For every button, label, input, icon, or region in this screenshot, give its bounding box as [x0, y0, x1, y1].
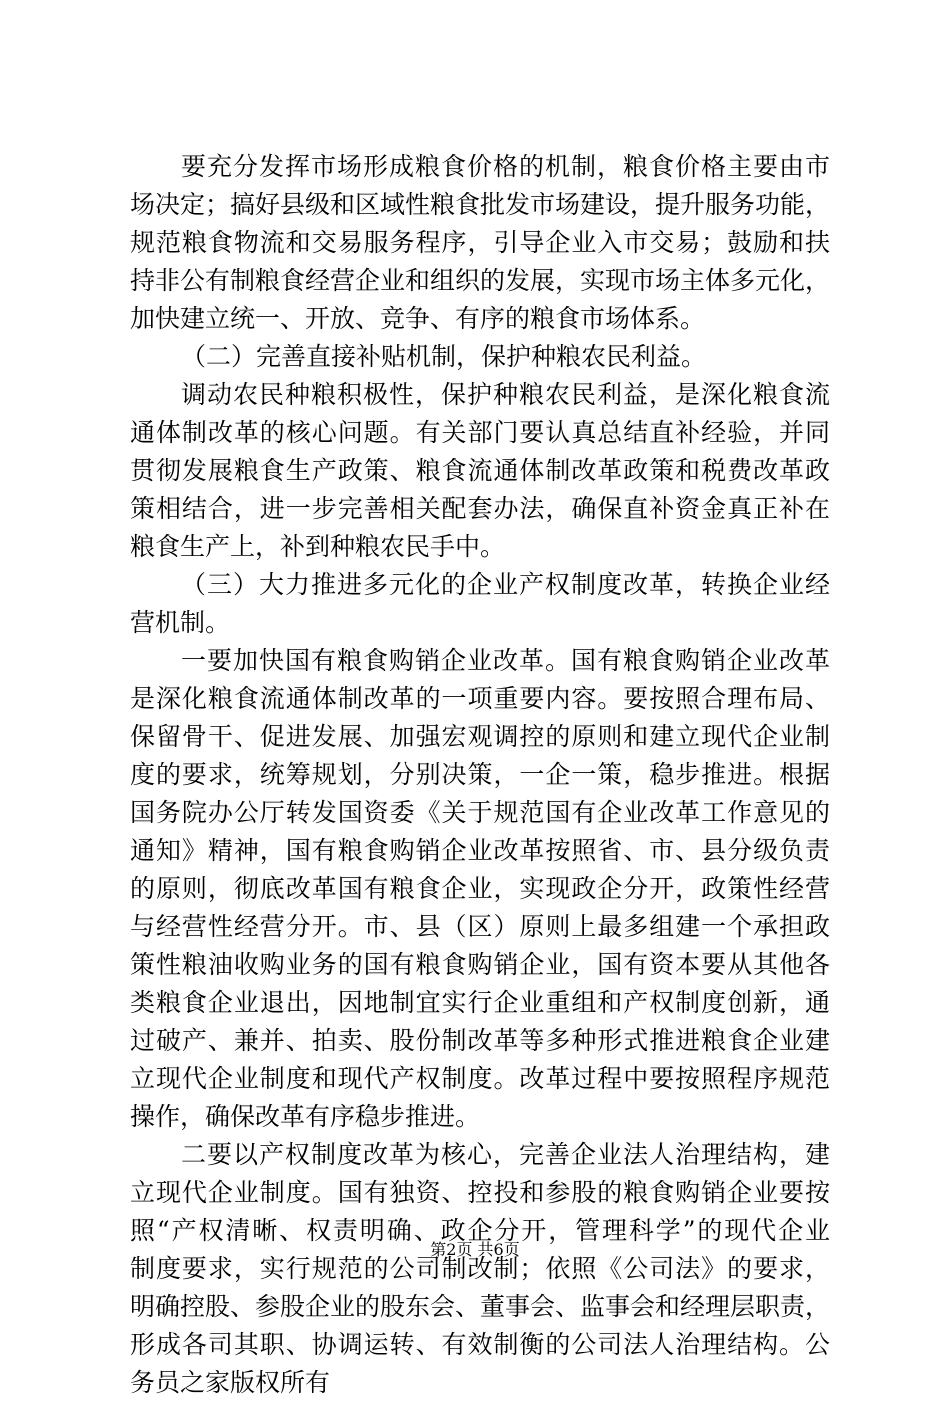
text-line: 加快建立统一、开放、竞争、有序的粮食市场体系。	[130, 304, 706, 333]
text-line: 通体制改革的核心问题。有关部门要认真总结直补经验，并同	[130, 418, 830, 447]
text-line: 制度要求，实行规范的公司制改制；依照《公司法》的要求，	[130, 1254, 830, 1283]
text-line: 立现代企业制度和现代产权制度。改革过程中要按照程序规范	[130, 1064, 830, 1093]
text-line: 过破产、兼并、拍卖、股份制改革等多种形式推进粮食企业建	[130, 1026, 830, 1055]
text-line: 保留骨干、促进发展、加强宏观调控的原则和建立现代企业制	[130, 722, 830, 751]
text-line: 调动农民种粮积极性，保护种粮农民利益，是深化粮食流	[181, 380, 830, 409]
text-line: 照“产权清晰、权责明确、政企分开，管理科学”的现代企业	[130, 1216, 830, 1245]
text-line: 持非公有制粮食经营企业和组织的发展，实现市场主体多元化，	[130, 266, 830, 295]
text-line: 类粮食企业退出，因地制宜实行企业重组和产权制度创新，通	[130, 988, 830, 1017]
text-line: 国务院办公厅转发国资委《关于规范国有企业改革工作意见的	[130, 798, 830, 827]
section-heading: 营机制。	[130, 608, 231, 637]
section-heading: （二）完善直接补贴机制，保护种粮农民利益。	[181, 342, 707, 371]
text-line: 二要以产权制度改革为核心，完善企业法人治理结构，建	[181, 1140, 830, 1169]
page-footer: 第2页 共6页	[430, 1240, 520, 1259]
text-line: 贯彻发展粮食生产政策、粮食流通体制改革政策和税费改革政	[130, 456, 830, 485]
text-line: 形成各司其职、协调运转、有效制衡的公司法人治理结构。公	[130, 1330, 830, 1359]
text-line: 要充分发挥市场形成粮食价格的机制，粮食价格主要由市	[181, 152, 830, 181]
text-line: 的原则，彻底改革国有粮食企业，实现政企分开，政策性经营	[130, 874, 830, 903]
text-line: 规范粮食物流和交易服务程序，引导企业入市交易；鼓励和扶	[130, 228, 830, 257]
text-line: 务员之家版权所有	[130, 1368, 331, 1397]
text-line: 度的要求，统筹规划，分别决策，一企一策，稳步推进。根据	[130, 760, 830, 789]
text-line: 与经营性经营分开。市、县（区）原则上最多组建一个承担政	[130, 912, 830, 941]
text-line: 立现代企业制度。国有独资、控投和参股的粮食购销企业要按	[130, 1178, 830, 1207]
text-line: 场决定；搞好县级和区域性粮食批发市场建设，提升服务功能，	[130, 190, 830, 219]
text-line: 通知》精神，国有粮食购销企业改革按照省、市、县分级负责	[130, 836, 830, 865]
text-line: 粮食生产上，补到种粮农民手中。	[130, 532, 506, 561]
text-line: 策相结合，进一步完善相关配套办法，确保直补资金真正补在	[130, 494, 830, 523]
text-line: 一要加快国有粮食购销企业改革。国有粮食购销企业改革	[181, 646, 830, 675]
section-heading: （三）大力推进多元化的企业产权制度改革，转换企业经	[181, 570, 830, 599]
text-line: 操作，确保改革有序稳步推进。	[130, 1102, 481, 1131]
text-line: 策性粮油收购业务的国有粮食购销企业，国有资本要从其他各	[130, 950, 830, 979]
text-line: 明确控股、参股企业的股东会、董事会、监事会和经理层职责，	[130, 1292, 830, 1321]
text-line: 是深化粮食流通体制改革的一项重要内容。要按照合理布局、	[130, 684, 830, 713]
